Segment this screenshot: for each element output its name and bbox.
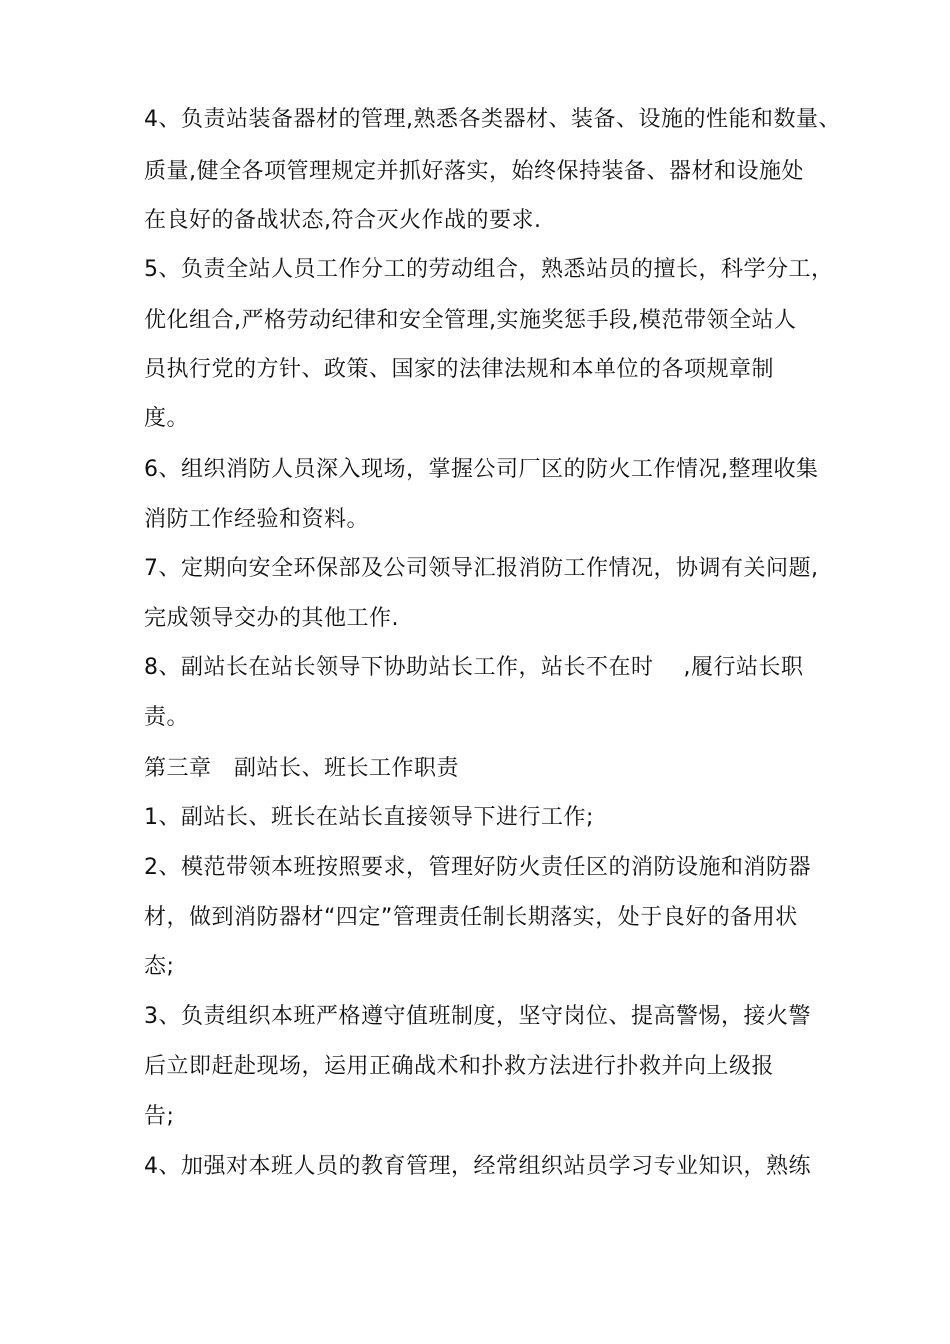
text-line: 在良好的备战状态,符合灭火作战的要求. — [144, 208, 542, 233]
chapter-heading: 第三章 副站长、班长工作职责 — [144, 756, 460, 781]
text-line: 8、副站长在站长领导下协助站长工作，站长不在时 ,履行站长职 — [144, 655, 804, 680]
text-line: 5、负责全站人员工作分工的劳动组合，熟悉站员的擅长，科学分工， — [144, 257, 834, 282]
text-line: 态; — [144, 954, 175, 979]
text-line: 告; — [144, 1104, 175, 1129]
text-line: 7、定期向安全环保部及公司领导汇报消防工作情况，协调有关问题, — [144, 556, 819, 581]
text-line: 完成领导交办的其他工作. — [144, 606, 399, 631]
text-line: 员执行党的方针、政策、国家的法律法规和本单位的各项规章制 — [144, 357, 775, 382]
text-line: 后立即赶赴现场，运用正确战术和扑救方法进行扑救并向上级报 — [144, 1054, 775, 1079]
text-line: 3、负责组织本班严格遵守值班制度，坚守岗位、提高警惕，接火警 — [144, 1004, 811, 1029]
text-line: 责。 — [144, 705, 190, 730]
text-line: 材，做到消防器材“四定”管理责任制长期落实，处于良好的备用状 — [144, 905, 798, 930]
text-line: 度。 — [144, 406, 190, 431]
text-line: 消防工作经验和资料。 — [144, 507, 370, 532]
text-line: 质量,健全各项管理规定并抓好落实，始终保持装备、器材和设施处 — [144, 159, 804, 184]
text-line: 2、模范带领本班按照要求，管理好防火责任区的消防设施和消防器 — [144, 855, 811, 880]
text-line: 4、负责站装备器材的管理,熟悉各类器材、装备、设施的性能和数量、 — [144, 107, 841, 132]
text-line: 1、副站长、班长在站长直接领导下进行工作; — [144, 805, 594, 830]
text-line: 优化组合,严格劳动纪律和安全管理,实施奖惩手段,模范带领全站人 — [144, 308, 797, 333]
text-line: 4、加强对本班人员的教育管理，经常组织站员学习专业知识，熟练 — [144, 1154, 811, 1179]
text-line: 6、组织消防人员深入现场，掌握公司厂区的防火工作情况,整理收集 — [144, 457, 819, 482]
